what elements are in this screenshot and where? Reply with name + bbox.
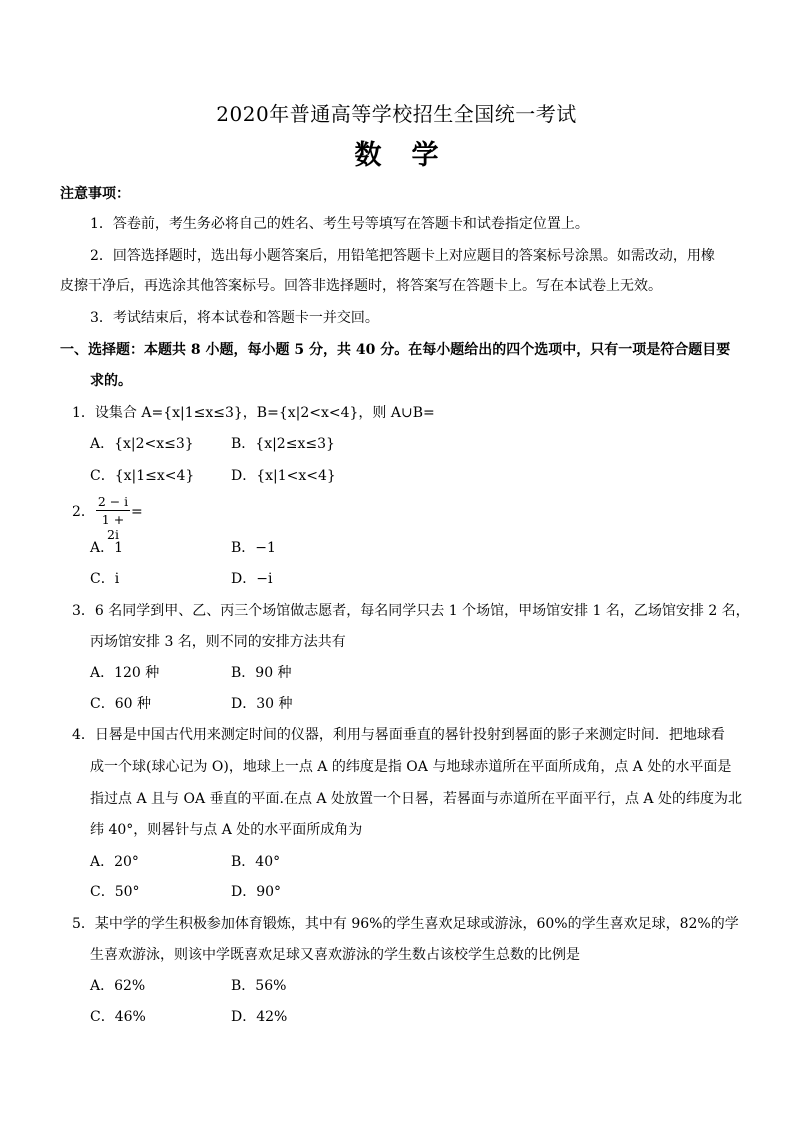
question-5-option-c: C．46% [90,1009,146,1025]
question-3-option-c: C．60 种 [90,696,151,712]
question-2-number: 2． [72,504,95,520]
fraction-numerator: 2 − i [97,494,129,509]
question-5-option-a: A．62% [90,978,146,994]
question-4-option-c: C．50° [90,884,140,900]
question-1-option-c: C．{x|1≤x<4} [90,468,195,484]
question-1-stem: 1．设集合 A={x|1≤x≤3}，B={x|2<x<4}，则 A∪B= [72,405,435,421]
exam-title: 2020年普通高等学校招生全国统一考试 [216,102,577,126]
question-4-option-d: D．90° [231,884,282,900]
question-4-line-4: 纬 40°，则晷针与点 A 处的水平面所成角为 [90,822,363,838]
question-4-line-1: 4．日晷是中国古代用来测定时间的仪器，利用与晷面垂直的晷针投射到晷面的影子来测定时间．把地球看 [72,727,725,743]
subject-title: 数学 [354,140,469,171]
question-2-option-c: C．i [90,571,120,587]
question-2-fraction [96,494,130,542]
question-4-option-a: A．20° [90,854,139,870]
question-2-option-d: D．−i [231,571,273,587]
notice-heading: 注意事项： [60,186,130,202]
question-4-option-b: B．40° [231,854,281,870]
fraction-denominator: 1 + 2i [101,512,125,542]
question-2-option-b: B．−1 [231,540,276,556]
question-4-line-3: 指过点 A 且与 OA 垂直的平面.在点 A 处放置一个日晷，若晷面与赤道所在平面平行，点 A 处的纬度为北 [90,791,742,807]
question-5-option-d: D．42% [231,1009,288,1025]
notice-item-2-line-2: 皮擦干净后，再选涂其他答案标号。回答非选择题时，将答案写在答题卡上。写在本试卷上无效。 [60,278,662,294]
notice-item-1: 1．答卷前，考生务必将自己的姓名、考生号等填写在答题卡和试卷指定位置上。 [90,216,589,232]
question-1-option-a: A．{x|2<x≤3} [90,436,194,452]
section-1-heading-line-1: 一、选择题：本题共 8 小题，每小题 5 分，共 40 分。在每小题给出的四个选项中，只有一项是符合题目要 [60,342,731,358]
question-3-line-2: 丙场馆安排 3 名，则不同的安排方法共有 [90,634,346,650]
section-1-heading-line-2: 求的。 [90,373,132,389]
question-1-option-d: D．{x|1<x<4} [231,468,336,484]
question-2-equals: = [131,504,143,520]
question-3-option-d: D．30 种 [231,696,293,712]
question-1-option-b: B．{x|2≤x≤3} [231,436,335,452]
question-5-line-2: 生喜欢游泳，则该中学既喜欢足球又喜欢游泳的学生数占该校学生总数的比例是 [90,947,580,963]
question-2-option-a: A．1 [90,540,124,556]
question-4-line-2: 成一个球(球心记为 O)，地球上一点 A 的纬度是指 OA 与地球赤道所在平面所成角，点 A 处的水平面是 [90,759,732,775]
notice-item-2-line-1: 2．回答选择题时，选出每小题答案后，用铅笔把答题卡上对应题目的答案标号涂黑。如需改动，用橡 [90,248,715,264]
notice-item-3: 3．考试结束后，将本试卷和答题卡一并交回。 [90,310,379,326]
question-3-option-b: B．90 种 [231,665,292,681]
question-5-option-b: B．56% [231,978,287,994]
question-3-option-a: A．120 种 [90,665,160,681]
question-3-line-1: 3．6 名同学到甲、乙、丙三个场馆做志愿者，每名同学只去 1 个场馆，甲场馆安排 1 名，乙场馆安排 2 名， [72,603,750,619]
question-5-line-1: 5．某中学的学生积极参加体育锻炼，其中有 96%的学生喜欢足球或游泳，60%的学生喜欢足球，82%的学 [72,916,739,932]
